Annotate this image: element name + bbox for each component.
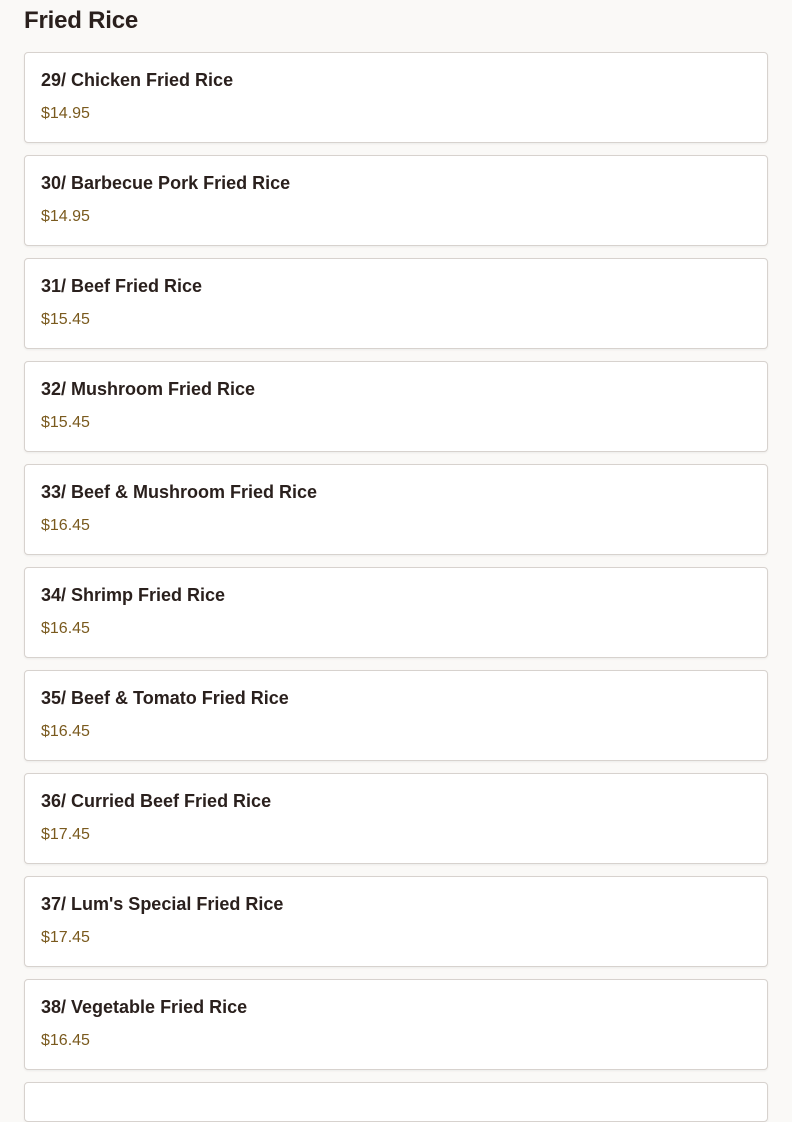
menu-item-name: 32/ Mushroom Fried Rice — [41, 379, 256, 399]
menu-item-price: $14.95 — [41, 208, 90, 225]
menu-item-price: $16.45 — [41, 517, 90, 534]
menu-item-card[interactable] — [24, 670, 768, 761]
menu-item-price: $16.45 — [41, 620, 90, 637]
menu-item-card-partial[interactable] — [24, 1082, 768, 1122]
menu-item-name: 38/ Vegetable Fried Rice — [41, 997, 248, 1017]
menu-item-card[interactable] — [24, 876, 768, 967]
menu-item-price: $16.45 — [41, 1032, 90, 1049]
menu-item-name: 37/ Lum's Special Fried Rice — [41, 894, 284, 914]
menu-item-price: $15.45 — [41, 311, 90, 328]
menu-item-card[interactable] — [24, 464, 768, 555]
menu-item-price: $16.45 — [41, 723, 90, 740]
menu-item-price: $17.45 — [41, 929, 90, 946]
menu-item-card[interactable] — [24, 567, 768, 658]
menu-item-price: $14.95 — [41, 105, 90, 122]
menu-item-card[interactable] — [24, 979, 768, 1070]
menu-item-name: 36/ Curried Beef Fried Rice — [41, 791, 272, 811]
menu-item-price: $15.45 — [41, 414, 90, 431]
section-title: Fried Rice — [24, 7, 139, 34]
menu-item-name: 29/ Chicken Fried Rice — [41, 70, 234, 90]
menu-item-card[interactable] — [24, 258, 768, 349]
menu-item-card[interactable] — [24, 361, 768, 452]
menu-item-card[interactable] — [24, 773, 768, 864]
menu-item-card[interactable] — [24, 52, 768, 143]
menu-item-name: 31/ Beef Fried Rice — [41, 276, 203, 296]
menu-item-name: 35/ Beef & Tomato Fried Rice — [41, 688, 289, 708]
menu-item-price: $17.45 — [41, 826, 90, 843]
menu-item-list — [24, 52, 768, 1122]
menu-item-name: 34/ Shrimp Fried Rice — [41, 585, 226, 605]
menu-section-fried-rice — [24, 0, 768, 1049]
menu-item-name: 30/ Barbecue Pork Fried Rice — [41, 173, 291, 193]
menu-item-card[interactable] — [24, 155, 768, 246]
menu-item-name: 33/ Beef & Mushroom Fried Rice — [41, 482, 318, 502]
